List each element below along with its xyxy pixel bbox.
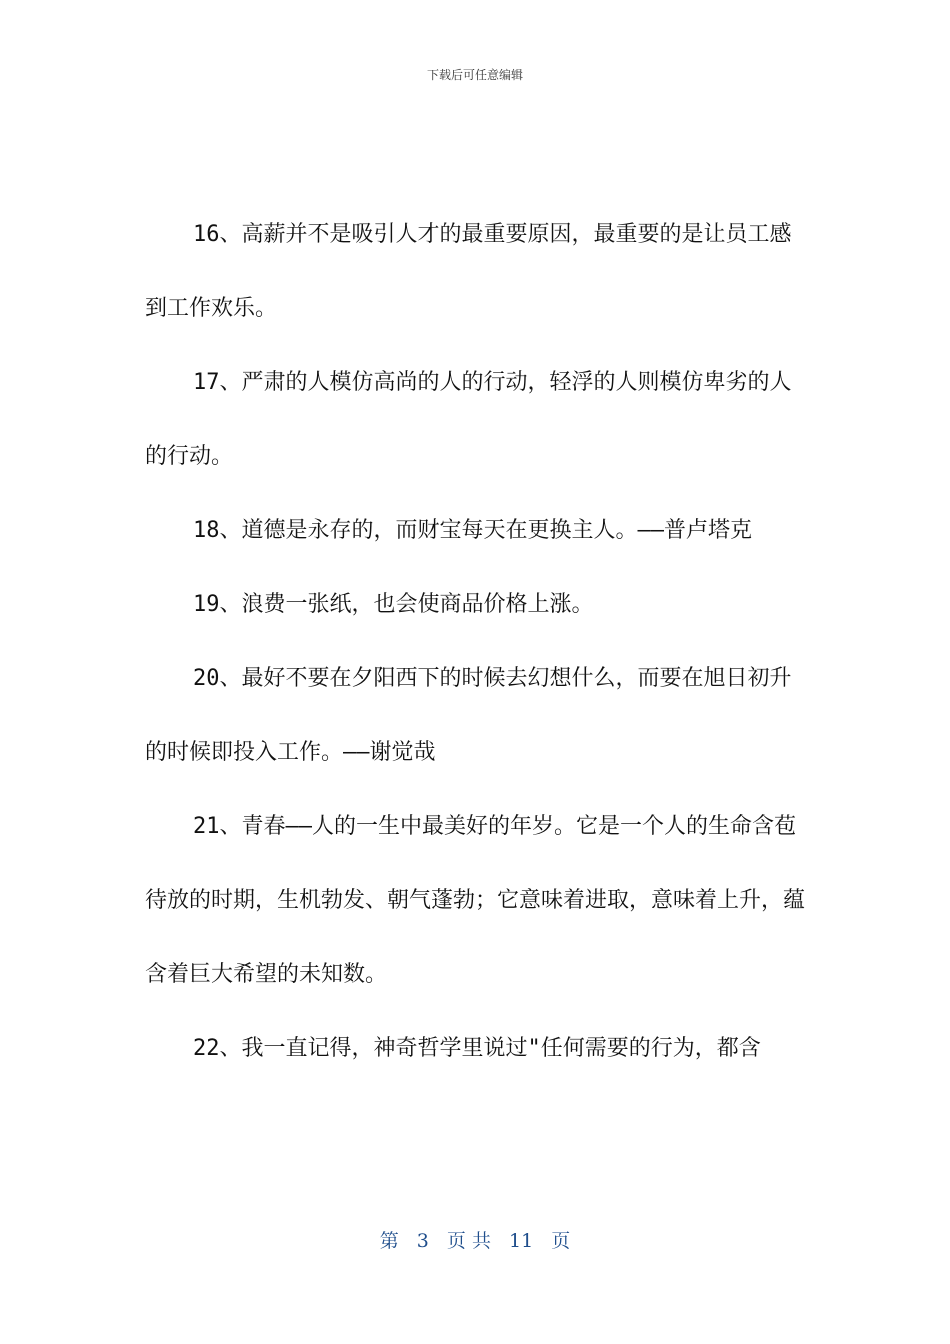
- page-header: 下载后可任意编辑: [426, 68, 523, 82]
- paragraph-22: 22、我一直记得，神奇哲学里说过"任何需要的行为，都含: [193, 1036, 761, 1061]
- paragraph-20: 20、最好不要在夕阳西下的时候去幻想什么，而要在旭日初升的时候即投入工作。——谢觉哉: [145, 666, 792, 765]
- paragraph-21: 21、青春——人的一生中最美好的年岁。它是一个人的生命含苞待放的时期，生机勃发、朝气蓬勃；它意味着进取，意味着上升，蕴含着巨大希望的未知数。: [145, 814, 806, 987]
- document-body: [145, 198, 805, 1086]
- footer-middle: 页 共: [446, 1230, 491, 1252]
- paragraph-17: 17、严肃的人模仿高尚的人的行动，轻浮的人则模仿卑劣的人的行动。: [145, 370, 792, 469]
- footer-current-page: 3: [416, 1230, 429, 1252]
- paragraph-16: 16、高薪并不是吸引人才的最重要原因，最重要的是让员工感到工作欢乐。: [145, 222, 792, 321]
- footer-total-pages: 11: [509, 1230, 534, 1252]
- paragraph-18: 18、道德是永存的，而财宝每天在更换主人。——普卢塔克: [193, 518, 752, 543]
- footer-prefix: 第: [379, 1230, 399, 1252]
- paragraph-19: 19、浪费一张纸，也会使商品价格上涨。: [193, 592, 594, 617]
- footer-suffix: 页: [551, 1230, 571, 1252]
- page-number-footer: [0, 1226, 950, 1253]
